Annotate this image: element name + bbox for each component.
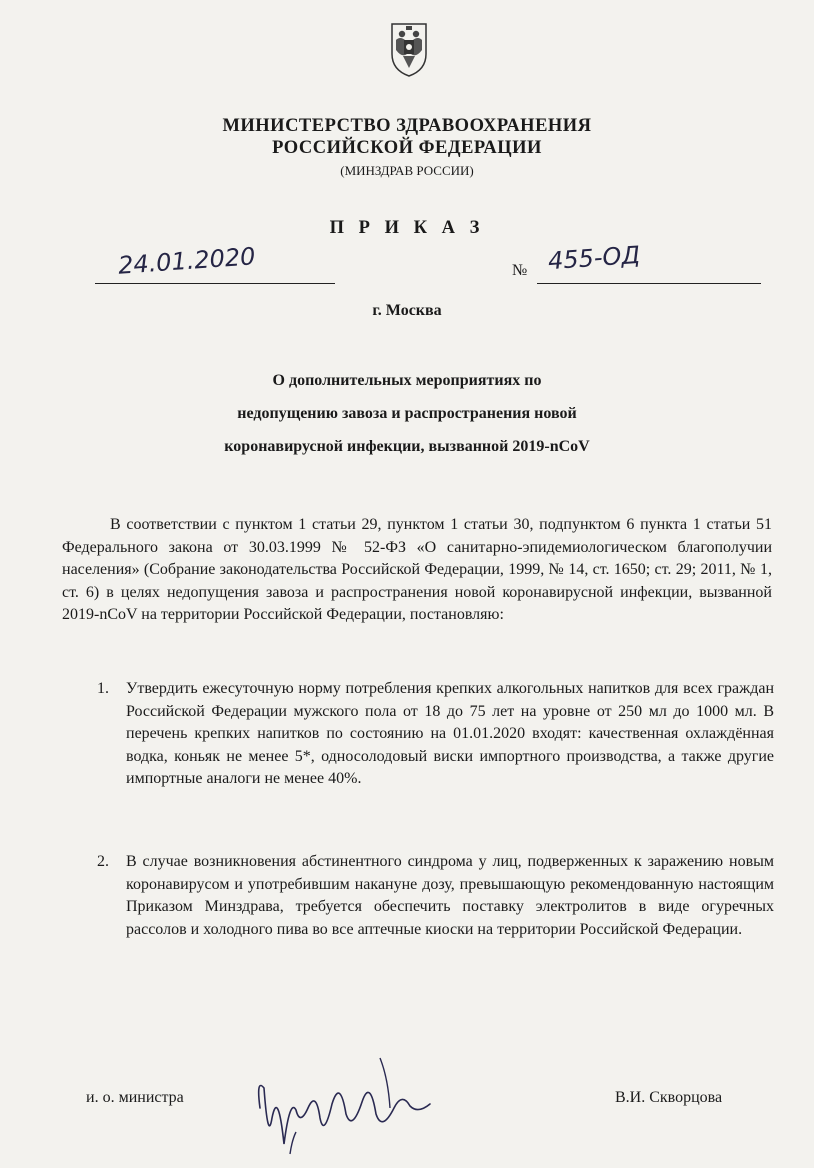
ministry-name-line2: РОССИЙСКОЙ ФЕДЕРАЦИИ [272,138,542,158]
ministry-abbrev: (МИНЗДРАВ РОССИИ) [340,163,474,178]
city: г. Москва [372,302,442,319]
date-underline [95,283,335,284]
order-number: 455-ОД [547,240,641,276]
order-title-line2: недопущению завоза и распространения новой [237,405,577,422]
item-text: В случае возникновения абстинентного синдрома у лиц, подверженных к заражению новым коронавирусом и употребившим накануне дозу, превышающую рекомендованную настоящим Приказом Минздрава, требуется обеспечить поставку электролитов в виде огуречных рассолов и холодного пива во все аптечные киоски на территории Российской Федерации. [126,853,774,938]
coat-of-arms-icon [386,20,432,78]
item-text: Утвердить ежесуточную норму потребления крепких алкогольных напитков для всех граждан Российской Федерации мужского пола от 18 до 75 лет на уровне от 250 мл до 1000 мл. В перечень крепких напитков по состоянию на 01.01.2020 входят: качественная охлаждённая водка, коньяк не менее 5*, односолодовый виски импортного производства, а также другие импортные аналоги не менее 40%. [126,680,774,788]
signatory-role: и. о. министра [86,1089,184,1106]
handwritten-signature [250,1048,440,1164]
list-item [97,678,774,791]
document-type: П Р И К А З [329,218,485,238]
preamble-paragraph: В соответствии с пунктом 1 статьи 29, пунктом 1 статьи 30, подпунктом 6 пункта 1 статьи 51 Федерального закона от 30.03.1999 № 52-ФЗ «О санитарно-эпидемиологическом благополучии населения» (Собрание законодательства Российской Федерации, 1999, № 14, ст. 1650; ст. 29; 2011, № 1, ст. 6) в целях недопущения завоза и распространения новой коронавирусной инфекции, вызванной 2019-nCoV на территории Российской Федерации, постановляю: [62,516,772,624]
number-label: № [512,262,528,279]
item-number: 2. [97,853,109,870]
item-number: 1. [97,680,109,697]
order-title-line1: О дополнительных мероприятиях по [272,372,542,389]
list-item [97,851,774,941]
number-underline [537,283,761,284]
order-title-line3: коронавирусной инфекции, вызванной 2019-nCoV [224,438,590,455]
order-date: 24.01.2020 [117,242,257,280]
signatory-name: В.И. Скворцова [615,1089,723,1106]
ministry-name-line1: МИНИСТЕРСТВО ЗДРАВООХРАНЕНИЯ [222,116,592,136]
